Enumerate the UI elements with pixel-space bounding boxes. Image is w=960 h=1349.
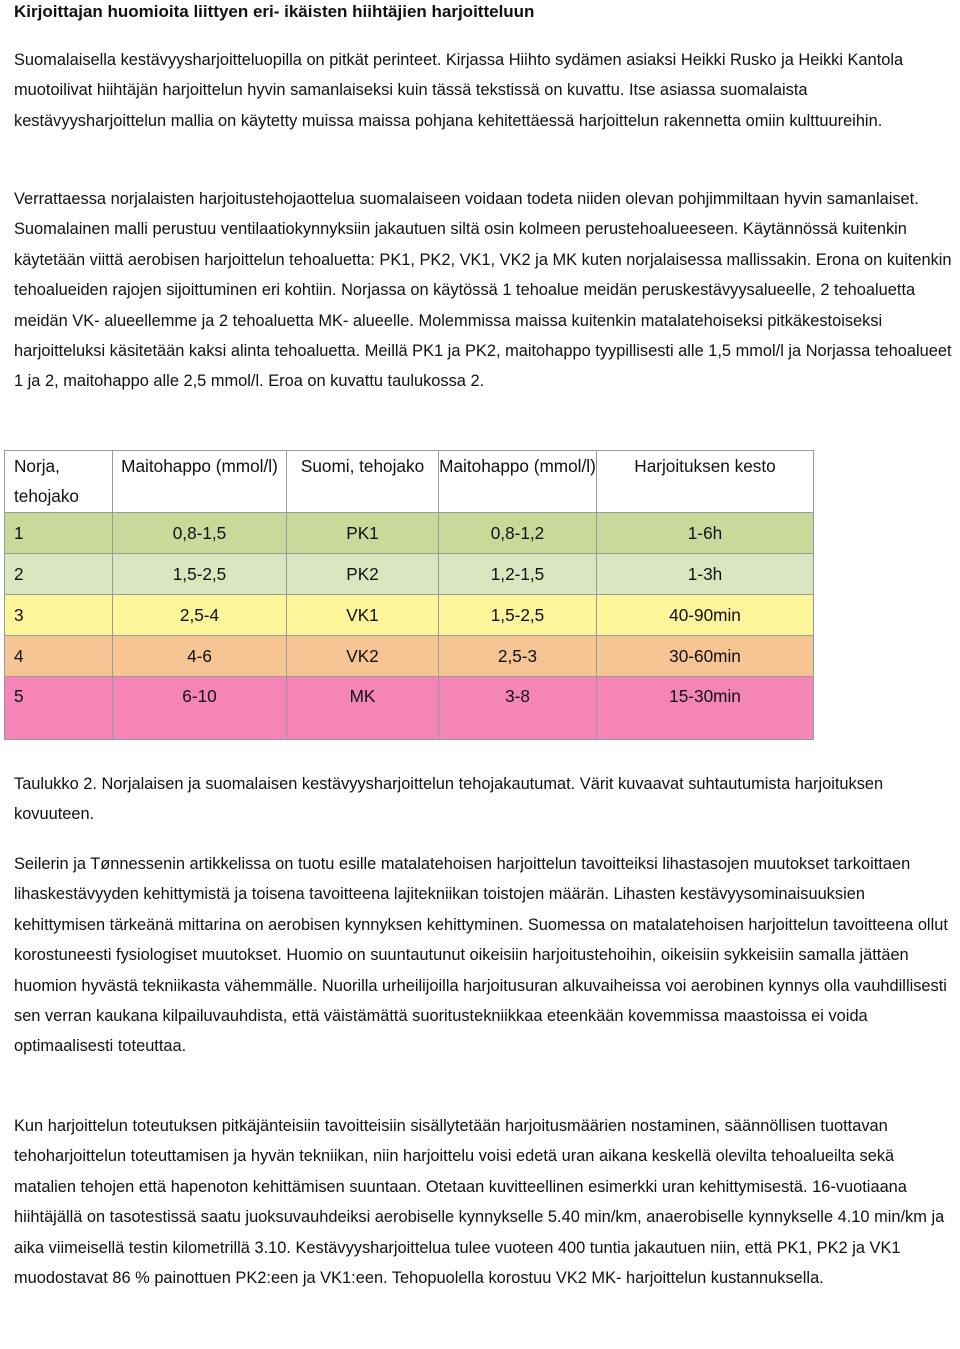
table-row: [5, 677, 814, 740]
table-cell: VK1: [287, 595, 439, 636]
header-lactate-norway: Maitohappo (mmol/l): [113, 451, 287, 513]
table-cell: 5: [5, 677, 113, 740]
table-cell: 2,5-4: [113, 595, 287, 636]
table-cell: 40-90min: [597, 595, 814, 636]
table-cell: 2,5-3: [439, 636, 597, 677]
table-cell: 0,8-1,2: [439, 513, 597, 554]
table-cell: 1,5-2,5: [439, 595, 597, 636]
table-cell: 1-3h: [597, 554, 814, 595]
table-cell: 1,5-2,5: [113, 554, 287, 595]
table-cell: 15-30min: [597, 677, 814, 740]
table-cell: 3: [5, 595, 113, 636]
header-finland-zone: Suomi, tehojako: [287, 451, 439, 513]
header-norway-zone: Norja, tehojako: [5, 451, 113, 513]
table-cell: 2: [5, 554, 113, 595]
table-cell: 1-6h: [597, 513, 814, 554]
table-cell: 4-6: [113, 636, 287, 677]
table-cell: 0,8-1,5: [113, 513, 287, 554]
table-cell: 4: [5, 636, 113, 677]
paragraph-4: Kun harjoittelun toteutuksen pitkäjänteisiin tavoitteisiin sisällytetään harjoitusmäärien nostaminen, säännöllisen tuottavan tehoharjoittelun toteuttamisen ja hyvän tekniikan, niin harjoittelu voisi edetä uran aikana keskellä olevilta tehoalueilta sekä matalien tehojen että hapenoton kehittämisen suuntaan. Otetaan kuvitteellinen esimerkki uran kehittymisestä. 16-vuotiaana hiihtäjällä on tasotestissä saatu juoksuvauhdeiksi aerobiselle kynnykselle 5.40 min/km, anaerobiselle kynnykselle 4.10 min/km ja aika viimeisellä testin kilometrillä 3.10. Kestävyysharjoittelua tulee vuoteen 400 tuntia jakautuen niin, että PK1, PK2 ja VK1 muodostavat 86 % painottuen PK2:een ja VK1:een. Tehopuolella korostuu VK2 MK- harjoittelun kustannuksella.: [14, 1117, 945, 1288]
table-header-row: [5, 451, 814, 513]
table-row: [5, 595, 814, 636]
table-cell: VK2: [287, 636, 439, 677]
table-cell: MK: [287, 677, 439, 740]
table-row: [5, 554, 814, 595]
paragraph-2: Verrattaessa norjalaisten harjoitustehojaottelua suomalaiseen voidaan todeta niiden olevan pohjimmiltaan hyvin samanlaiset. Suomalainen malli perustuu ventilaatiokynnyksiin jakautuen siltä osin kolmeen perustehoalueeseen. Käytännössä kuitenkin käytetään viittä aerobisen harjoittelun tehoaluetta: PK1, PK2, VK1, VK2 ja MK kuten norjalaisessa mallissakin. Erona on kuitenkin tehoalueiden rajojen sijoittuminen eri kohtiin. Norjassa on käytössä 1 tehoalue meidän peruskestävyysalueelle, 2 tehoaluetta meidän VK- alueellemme ja 2 tehoaluetta MK- alueelle. Molemmissa maissa kuitenkin matalatehoiseksi pitkäkestoiseksi harjoitteluksi käsitetään kaksi alinta tehoaluetta. Meillä PK1 ja PK2, maitohappo tyypillisesti alle 1,5 mmol/l ja Norjassa tehoalueet 1 ja 2, maitohappo alle 2,5 mmol/l. Eroa on kuvattu taulukossa 2.: [14, 190, 952, 391]
table-cell: PK2: [287, 554, 439, 595]
table-cell: 1,2-1,5: [439, 554, 597, 595]
table-cell: 6-10: [113, 677, 287, 740]
header-lactate-finland: Maitohappo (mmol/l): [439, 451, 597, 513]
paragraph-1: Suomalaisella kestävyysharjoitteluopilla on pitkät perinteet. Kirjassa Hiihto sydämen asiaksi Heikki Rusko ja Heikki Kantola muotoilivat hiihtäjän harjoittelun hyvin samanlaiseksi kuin tässä tekstissä on kuvattu. Itse asiassa suomalaista kestävyysharjoittelun mallia on käytetty muissa maissa pohjana kehitettäessä harjoittelun rakennetta omiin kulttuureihin.: [14, 51, 904, 130]
table-row: [5, 513, 814, 554]
document-title: Kirjoittajan huomioita liittyen eri- ikäisten hiihtäjien harjoitteluun: [14, 2, 535, 21]
table-cell: 3-8: [439, 677, 597, 740]
intensity-table: [4, 450, 814, 740]
paragraph-3: Seilerin ja Tønnessenin artikkelissa on tuotu esille matalatehoisen harjoittelun tavoitteiksi lihastasojen muutokset tarkoittaen lihaskestävyyden kehittymistä ja toisena tavoitteena lajitekniikan toistojen määrän. Lihasten kestävyysominaisuuksien kehittymisen tärkeänä mittarina on aerobisen kynnyksen kehittyminen. Suomessa on matalatehoisen harjoittelun tavoitteena ollut korostuneesti fysiologiset muutokset. Huomio on suuntautunut oikeisiin harjoitustehoihin, oikeisiin sykkeisiin samalla jättäen huomion hyvästä tekniikasta vähemmälle. Nuorilla urheilijoilla harjoitusuran alkuvaiheissa voi aerobinen kynnys olla vauhdillisesti sen verran kaukana kilpailuvauhdista, että väistämättä suoritustekniikkaa eteenkään kovemmissa maastoissa ei voida optimaalisesti toteuttaa.: [14, 855, 948, 1056]
table-caption: Taulukko 2. Norjalaisen ja suomalaisen kestävyysharjoittelun tehojakautumat. Värit kuvaavat suhtautumista harjoituksen kovuuteen.: [14, 775, 884, 824]
header-duration: Harjoituksen kesto: [597, 451, 814, 513]
table-cell: 1: [5, 513, 113, 554]
table-cell: 30-60min: [597, 636, 814, 677]
table-row: [5, 636, 814, 677]
table-cell: PK1: [287, 513, 439, 554]
